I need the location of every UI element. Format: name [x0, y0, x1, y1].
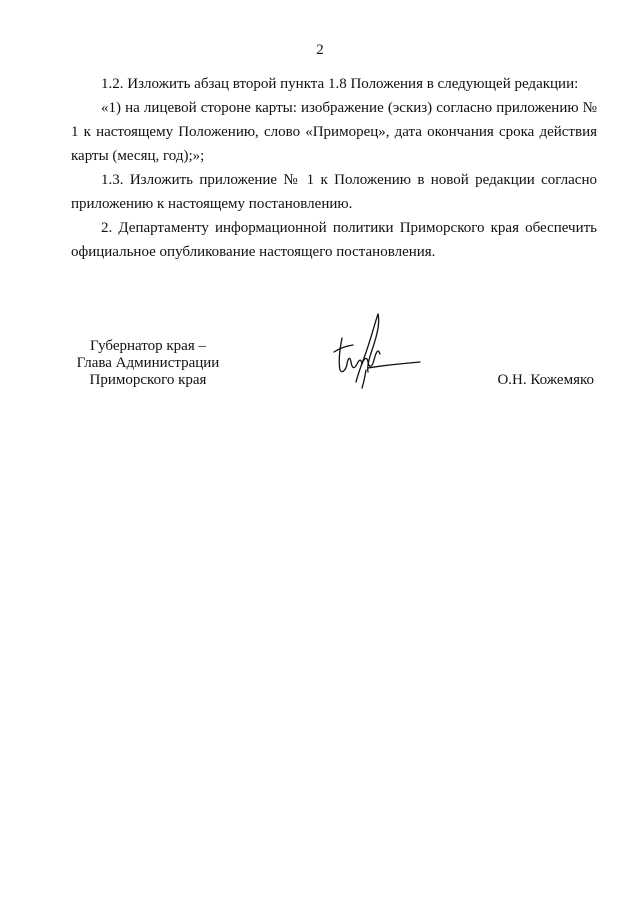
- signer-name: О.Н. Кожемяко: [497, 372, 594, 388]
- page-number: 2: [316, 42, 324, 58]
- signatory-title-line: Приморского края: [89, 372, 207, 388]
- signatory-title-line: Губернатор края –: [90, 338, 206, 354]
- paragraph-1-2: 1.2. Изложить абзац второй пункта 1.8 Положения в следующей редакции:: [101, 76, 579, 92]
- paragraph-1-3: 1.3. Изложить приложение № 1 к Положению в новой редакции согласно приложению к настоящему постановлению.: [71, 172, 597, 212]
- handwritten-signature-icon: [320, 308, 430, 392]
- signatory-title: [60, 338, 236, 389]
- signatory-title-line: Глава Администрации: [76, 355, 220, 371]
- paragraph-2: 2. Департаменту информационной политики Приморского края обеспечить официальное опубликование настоящего постановления.: [71, 220, 597, 260]
- paragraph-quote: «1) на лицевой стороне карты: изображение (эскиз) согласно приложению № 1 к настоящему Положению, слово «Приморец», дата окончания срока действия карты (месяц, год);»;: [71, 100, 597, 164]
- document-body: [71, 72, 597, 264]
